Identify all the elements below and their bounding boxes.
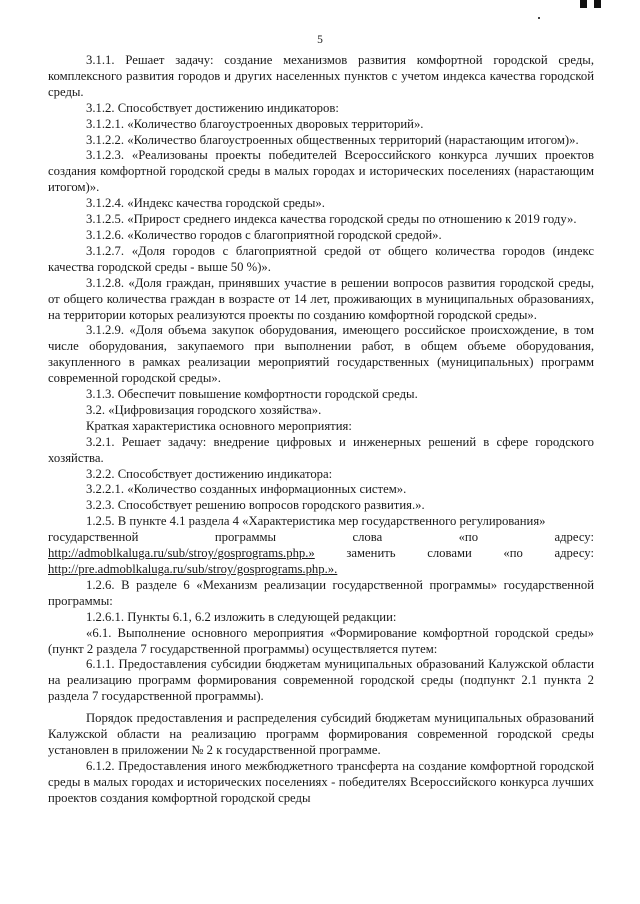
word: «по (458, 530, 479, 545)
word: слова (352, 530, 383, 545)
paragraph: 1.2.6.1. Пункты 6.1, 6.2 изложить в следующей редакции: (86, 609, 397, 624)
paragraph: 3.1.2.3. «Реализованы проекты победителей Всероссийского конкурса лучших проектов создания комфортной городской среды в малых городах и исторических поселениях (нарастающим итогом)». (48, 148, 594, 195)
paragraph: 6.1.1. Предоставления субсидии бюджетам муниципальных образований Калужской области на реализацию программ формирования современной городской среды (подпункт 2.1 пункта 2 раздела 7 государственной программы). (48, 657, 594, 704)
paragraph: 3.2.2.1. «Количество созданных информационных систем». (86, 482, 407, 497)
word: адресу: (554, 530, 594, 545)
word: государственной (48, 530, 139, 545)
new-url-link[interactable]: http://pre.admoblkaluga.ru/sub/stroy/gosprograms.php.». (48, 562, 338, 576)
scan-speck (538, 17, 540, 19)
link-row-3 (48, 562, 594, 578)
paragraph: 3.1.2.5. «Прирост среднего индекса качества городской среды по отношению к 2019 году». (86, 212, 577, 227)
paragraph: 3.1.2.9. «Доля объема закупок оборудования, имеющего российское происхождение, в том числе оборудования, закупаемого при выполнении работ, в общем объеме оборудования, закупленного в рамках реализации мероприятий государственных (муниципальных) программ современной городской среды». (48, 323, 594, 386)
word: заменить (346, 546, 396, 561)
link-row-2 (48, 546, 594, 562)
paragraph: 1.2.5. В пункте 4.1 раздела 4 «Характеристика мер государственного регулирования» (86, 514, 546, 529)
paragraph: 3.2.1. Решает задачу: внедрение цифровых и инженерных решений в сфере городского хозяйства. (48, 434, 594, 465)
paragraph: «6.1. Выполнение основного мероприятия «Формирование комфортной городской среды» (пункт 2 раздела 7 государственной программы) осуществляется путем: (48, 625, 594, 656)
paragraph: 6.1.2. Предоставления иного межбюджетного трансферта на создание комфортной городской среды в малых городах и исторических поселениях - победителях Всероссийского конкурса лучших проектов создания комфортной городской среды (48, 758, 594, 805)
word: словами (427, 546, 472, 561)
paragraph: 3.1.2.2. «Количество благоустроенных общественных территорий (нарастающим итогом)». (86, 132, 579, 147)
old-url-link[interactable]: http://admoblkaluga.ru/sub/stroy/gosprograms.php.» (48, 546, 315, 561)
paragraph: 3.1.2.7. «Доля городов с благоприятной средой от общего количества городов (индекс качества городской среды - выше 50 %)». (48, 243, 594, 274)
scan-corner-mark (580, 0, 602, 8)
paragraph: 3.1.1. Решает задачу: создание механизмов развития комфортной городской среды, комплексного развития городов и других населенных пунктов с учетом индекса качества городской среды. (48, 53, 594, 99)
paragraph: 3.1.2.6. «Количество городов с благоприятной городской средой». (86, 227, 442, 242)
paragraph: Порядок предоставления и распределения субсидий бюджетам муниципальных образований Калужской области на реализацию программ формирования современной городской среды установлен в приложении № 2 к государственной программе. (48, 711, 594, 757)
paragraph: Краткая характеристика основного мероприятия: (86, 418, 352, 433)
word: адресу: (554, 546, 594, 561)
paragraph: 3.1.2.1. «Количество благоустроенных дворовых территорий». (86, 116, 424, 131)
word: «по (503, 546, 523, 561)
page-number: 5 (317, 34, 323, 46)
paragraph: 3.2.3. Способствует решению вопросов городского развития.». (86, 498, 425, 513)
paragraph: 3.2.2. Способствует достижению индикатора: (86, 466, 333, 481)
document-body (48, 53, 594, 807)
link-row-1 (48, 530, 594, 546)
word: программы (214, 530, 277, 545)
paragraph: 3.1.2.8. «Доля граждан, принявших участие в решении вопросов развития городской среды, от общего количества граждан в возрасте от 14 лет, проживающих в муниципальных образованиях, на территории которых реализуются проекты по созданию комфортной городской среды». (48, 275, 594, 322)
paragraph: 3.1.3. Обеспечит повышение комфортности городской среды. (86, 387, 418, 402)
paragraph: 3.1.2.4. «Индекс качества городской среды». (86, 196, 325, 211)
paragraph: 3.2. «Цифровизация городского хозяйства». (86, 402, 322, 417)
paragraph: 3.1.2. Способствует достижению индикаторов: (86, 100, 339, 115)
paragraph: 1.2.6. В разделе 6 «Механизм реализации государственной программы» государственной программы: (48, 577, 594, 608)
